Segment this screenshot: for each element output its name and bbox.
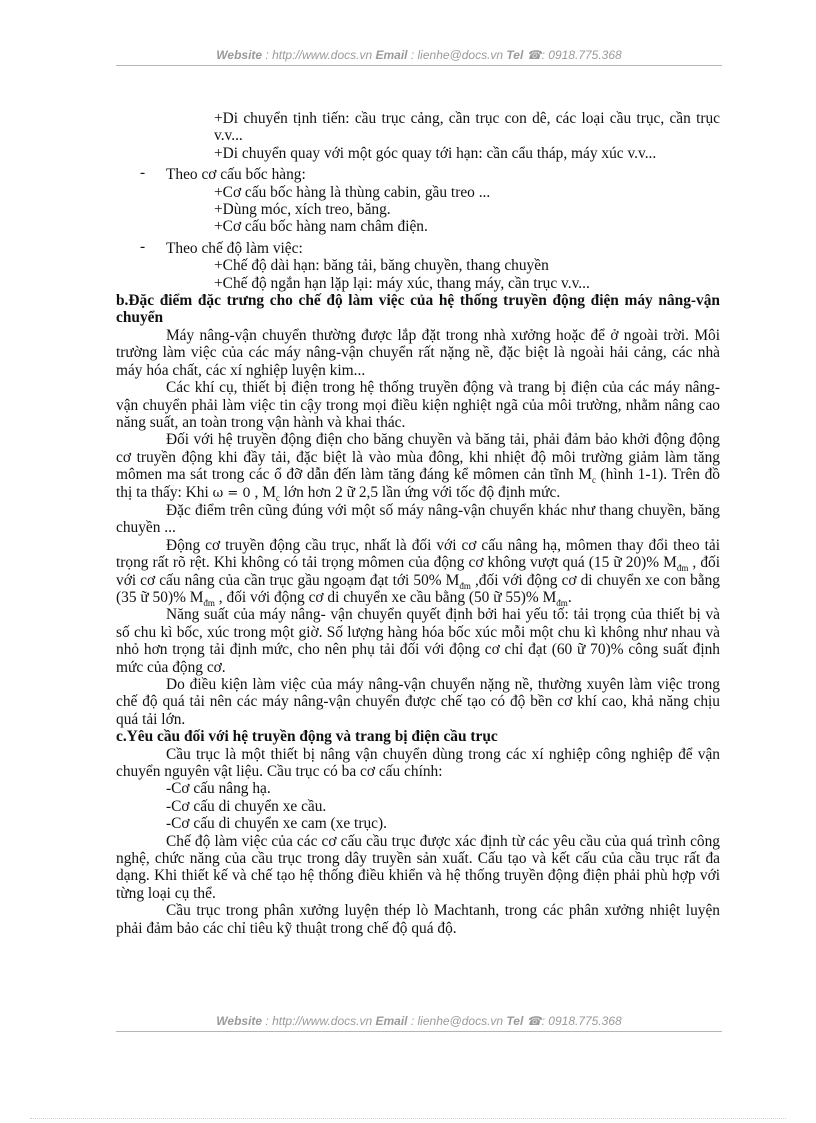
footer-email-link[interactable]: : lienhe@docs.vn <box>410 1014 504 1028</box>
paragraph-productivity: Năng suất của máy nâng- vận chuyển quyết định bởi hai yếu tố: tải trọng của thiết bị và số chu kì bốc, xúc trong một giờ. Số lượng hàng hóa bốc xúc mỗi một chu kì không như nhau và nhỏ hơn trọng tải định mức, cho nên phụ tải đối với động cơ chỉ đạt (60 ữ 70)% công suất định mức của động cơ. <box>116 606 720 676</box>
header-email-label: Email <box>375 48 408 62</box>
bullet-loading-item-3: +Cơ cấu bốc hàng nam châm điện. <box>214 218 428 236</box>
header-email-link[interactable]: : lienhe@docs.vn <box>410 48 504 62</box>
footer-tel-label: Tel <box>506 1014 524 1028</box>
bullet-mode-item-2: +Chế độ ngắn hạn lặp lại: máy xúc, thang máy, cần trục v.v... <box>214 274 590 292</box>
paragraph-steel-shop: Cầu trục trong phân xưởng luyện thép lò Machtanh, trong các phân xưởng nhiệt luyện phải đảm bảo các chỉ tiêu kỹ thuật trong chế độ quá độ. <box>116 902 720 937</box>
footer-tel-number: : 0918.775.368 <box>541 1014 622 1028</box>
mechanism-item-2: -Cơ cấu di chuyển xe cầu. <box>166 797 327 815</box>
bullet-dash: - <box>140 164 146 182</box>
paragraph-operating-mode: Chế độ làm việc của các cơ cấu cầu trục được xác định từ các yêu cầu của quá trình công nghệ, chức năng của cầu trục trong dây truyền sản xuất. Cấu tạo và kết cấu của cầu trục rất đa dạng. Khi thiết kế và chế tạo hệ thống điều khiển và hệ thống truyền động điện phải phù hợp với từng loại cụ thể. <box>116 832 720 902</box>
bullet-mode-item-1: +Chế độ dài hạn: băng tải, băng chuyền, thang chuyền <box>214 257 549 275</box>
paragraph-similar: Đặc điểm trên cũng đúng với một số máy nâng-vận chuyển khác như thang chuyền, băng chuyền ... <box>116 501 720 537</box>
paragraph-reliability: Các khí cụ, thiết bị điện trong hệ thống truyền động và trang bị điện của các máy nâng-vận chuyển phải làm việc tin cậy trong mọi điều kiện nghiệt ngã của môi trường, nhằm nâng cao năng suất, an toàn trong vận hành và khai thác. <box>116 379 720 431</box>
footer-website-label: Website <box>216 1014 263 1028</box>
bullet-loading-item-2: +Dùng móc, xích treo, băng. <box>214 201 391 219</box>
paragraph-crane-intro: Cầu trục là một thiết bị nâng vận chuyển dùng trong các xí nghiệp công nghiệp để vận chuyển nguyên vật liệu. Cầu trục có ba cơ cấu chính: <box>116 745 720 781</box>
paragraph-environment: Máy nâng-vận chuyển thường được lắp đặt trong nhà xưởng hoặc để ở ngoài trời. Môi trường làm việc của các máy nâng-vận chuyển rất nặng nề, đặc biệt là ngoài hải cảng, các nhà máy hóa chất, các xí nghiệp luyện kim... <box>116 326 720 379</box>
phone-icon: ☎ <box>526 1014 542 1028</box>
document-body <box>116 110 720 937</box>
bullet-loading-title: - Theo cơ cấu bốc hàng: <box>140 164 306 184</box>
omega-equation: ω = 0 <box>212 485 251 501</box>
move-line-2: +Di chuyển quay với một góc quay tới hạn: cần cẩu tháp, máy xúc v.v... <box>214 144 657 162</box>
move-line-1: +Di chuyển tịnh tiến: cầu trục cảng, cần trục con dê, các loại cầu trục, cần trục v.v... <box>214 110 720 145</box>
paragraph-conveyor: Đối với hệ truyền động điện cho băng chuyền và băng tải, phải đảm bảo khởi động động cơ truyền động khi đầy tải, đặc biệt là vào mùa đông, khi nhiệt độ môi trường giảm làm tăng mômen ma sát trong các ổ đỡ dẫn đến làm tăng đáng kể mômen cản tĩnh $M_c$ (hình 1-1). Trên đồ thị ta thấy: Khi ω = 0 , $M_c$ lớn hơn 2 ữ 2,5 lần ứng với tốc độ định mức. <box>116 431 720 503</box>
header-tel-number: : 0918.775.368 <box>541 48 622 62</box>
footer-website-link[interactable]: : http://www.docs.vn <box>265 1014 373 1028</box>
footer-email-label: Email <box>375 1014 408 1028</box>
paragraph-durability: Do điều kiện làm việc của máy nâng-vận chuyển nặng nề, thường xuyên làm việc trong chế độ quá tải nên các máy nâng-vận chuyển được chế tạo có độ bền cơ khí cao, khả năng chịu quá tải lớn. <box>116 676 720 728</box>
header-website-label: Website <box>216 48 263 62</box>
section-b-heading: b.Đặc điểm đặc trưng cho chế độ làm việc của hệ thống truyền động điện máy nâng-vận chuyển <box>116 292 720 327</box>
bullet-dash: - <box>140 237 146 255</box>
paragraph-crane-motor: Động cơ truyền động cầu trục, nhất là đối với cơ cấu nâng hạ, mômen thay đổi theo tải trọng rất rõ rệt. Khi không có tải trọng mômen của động cơ không vượt quá (15 ữ 20)% $M_{đm}$ , đối với cơ cấu nâng của cần trục gầu ngoạm đạt tới 50% $M_{đm}$ ,đối với động cơ di chuyển xe con bằng (35 ữ 50)% $M_{đm}$ , đối với động cơ di chuyển xe cầu bằng (50 ữ 55)% $M_{đm}$. <box>116 536 720 609</box>
bullet-mode-title: - Theo chế độ làm việc: <box>140 237 303 257</box>
bullet-loading-item-1: +Cơ cấu bốc hàng là thùng cabin, gầu treo ... <box>214 183 491 201</box>
header-website-link[interactable]: : http://www.docs.vn <box>265 48 373 62</box>
header-rule <box>116 65 722 66</box>
header-tel-label: Tel <box>506 48 524 62</box>
mechanism-item-3: -Cơ cấu di chuyển xe cam (xe trục). <box>166 815 387 833</box>
phone-icon: ☎ <box>526 48 542 62</box>
page-header <box>116 48 722 62</box>
page-bottom-border <box>30 1118 786 1119</box>
page-footer <box>116 1014 722 1028</box>
section-c-heading: c.Yêu cầu đối với hệ truyền động và trang bị điện cầu trục <box>116 728 498 746</box>
mechanism-item-1: -Cơ cấu nâng hạ. <box>166 780 271 798</box>
footer-rule <box>116 1031 722 1032</box>
